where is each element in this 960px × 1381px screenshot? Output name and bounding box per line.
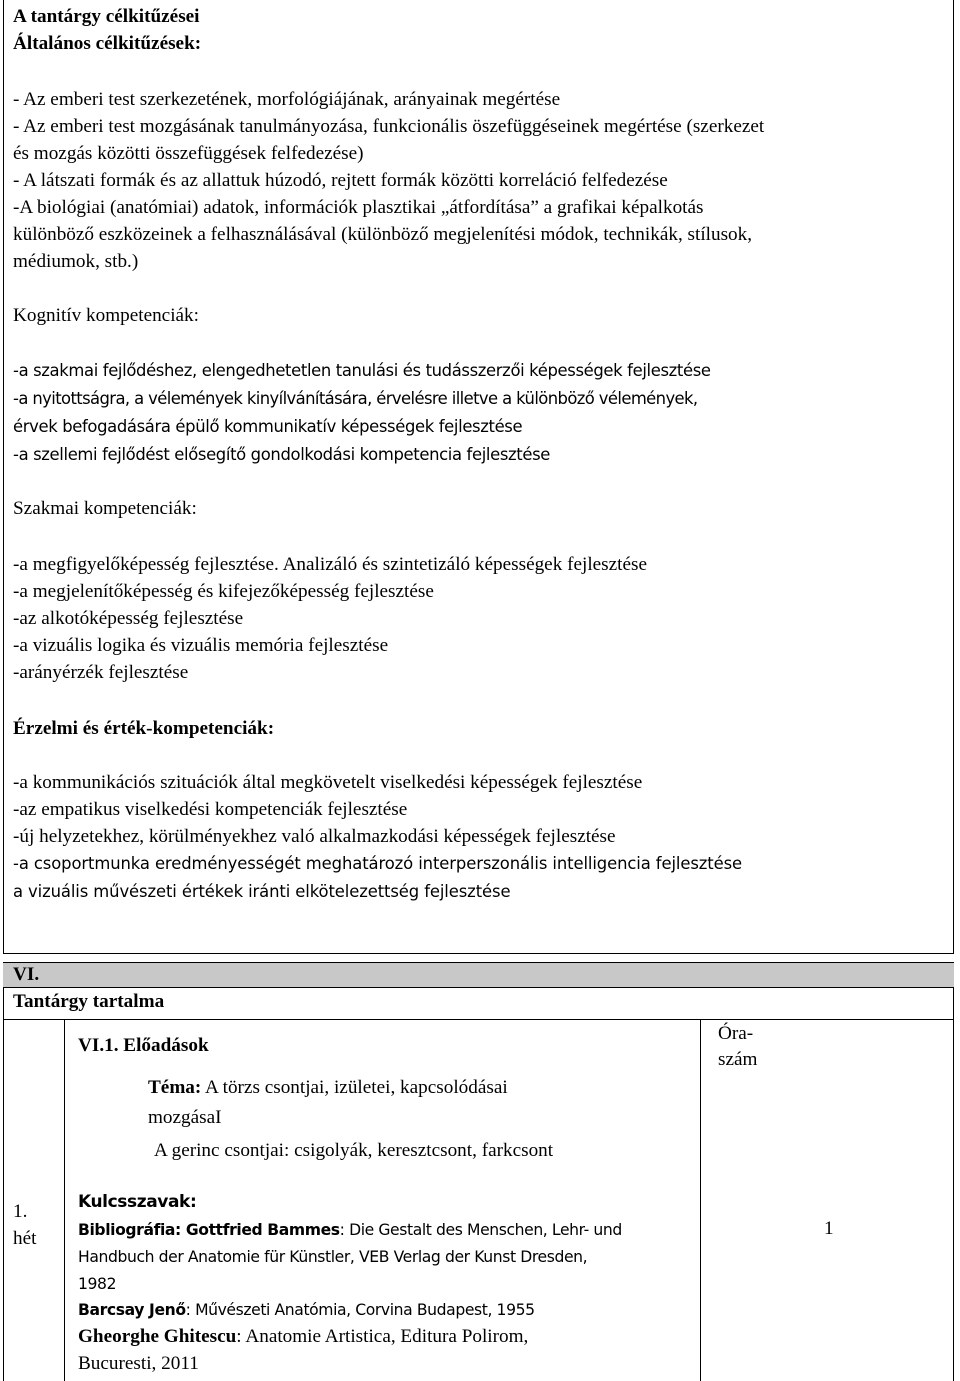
hours-value: 1 — [824, 1218, 834, 1239]
professional-line: -a megfigyelőképesség fejlesztése. Analizáló és szintetizáló képességek fejlesztése — [13, 554, 647, 575]
table-column-divider — [64, 1019, 65, 1381]
section-number-bar — [3, 962, 954, 988]
section-title: A tantárgy célkitűzései — [13, 6, 200, 27]
keywords-label: Kulcsszavak: — [78, 1192, 197, 1212]
professional-line: -a vizuális logika és vizuális memória fejlesztése — [13, 635, 389, 656]
emotional-heading: Érzelmi és érték-kompetenciák: — [13, 718, 275, 739]
ghitescu-label: Gheorghe Ghitescu — [78, 1326, 237, 1347]
bibliography-line: Bucuresti, 2011 — [78, 1353, 199, 1374]
lectures-heading: VI.1. Előadások — [78, 1035, 209, 1056]
hours-header: Óra- — [718, 1023, 754, 1044]
bibliography-line — [78, 1325, 528, 1349]
professional-line: -arányérzék fejlesztése — [13, 662, 189, 683]
general-line: - A látszati formák és az allattuk húzodó, rejtett formák közötti korreláció felfedezése — [13, 170, 668, 191]
general-line: és mozgás közötti összefüggések felfedezése) — [13, 143, 364, 164]
barcsay-label: Barcsay Jenő — [78, 1301, 186, 1319]
topic-text-continuation: mozgásaI — [148, 1107, 222, 1128]
professional-line: -a megjelenítőképesség és kifejezőképesség fejlesztése — [13, 581, 434, 602]
bibliography-label: Bibliográfia: Gottfried Bammes — [78, 1221, 340, 1239]
topic-detail: A gerinc csontjai: csigolyák, keresztcsont, farkcsont — [154, 1140, 554, 1161]
general-line: - Az emberi test mozgásának tanulmányozása, funkcionális öszefüggéseinek megértése (szerkezet — [13, 116, 765, 137]
general-line: - Az emberi test szerkezetének, morfológiájának, arányainak megértése — [13, 89, 561, 110]
hours-header: szám — [718, 1049, 758, 1070]
cognitive-heading: Kognitív kompetenciák: — [13, 305, 199, 326]
emotional-line: -a csoportmunka eredményességét meghatározó interperszonális intelligencia fejlesztése — [13, 854, 743, 873]
section-subtitle: Tantárgy tartalma — [13, 991, 165, 1012]
general-line: különböző eszközeinek a felhasználásával (különböző megjelenítési módok, technikák, stílusok, — [13, 224, 753, 245]
bibliography-line: Handbuch der Anatomie für Künstler, VEB Verlag der Kunst Dresden, — [78, 1248, 588, 1266]
table-top-border — [3, 1019, 954, 1020]
ghitescu-text: : Anatomie Artistica, Editura Polirom, — [236, 1326, 529, 1347]
table-column-divider — [700, 1019, 701, 1381]
bibliography-line — [78, 1298, 535, 1322]
cognitive-line: -a nyitottságra, a vélemények kinyílvánítására, érvelésre illetve a különböző vélemények, — [13, 389, 698, 408]
general-objectives-heading: Általános célkitűzések: — [13, 33, 202, 54]
bibliography-text: : Die Gestalt des Menschen, Lehr- und — [339, 1221, 622, 1239]
emotional-line: -az empatikus viselkedési kompetenciák fejlesztése — [13, 799, 408, 820]
section-number: VI. — [13, 964, 40, 985]
general-line: -A biológiai (anatómiai) adatok, információk plasztikai „átfordítása” a grafikai képalkotás — [13, 197, 704, 218]
professional-heading: Szakmai kompetenciák: — [13, 498, 197, 519]
emotional-line: -új helyzetekhez, körülményekhez való alkalmazkodási képességek fejlesztése — [13, 826, 616, 847]
topic-line — [148, 1076, 508, 1100]
emotional-line: -a kommunikációs szituációk által megkövetelt viselkedési képességek fejlesztése — [13, 772, 643, 793]
professional-line: -az alkotóképesség fejlesztése — [13, 608, 244, 629]
emotional-line: a vizuális művészeti értékek iránti elkötelezettség fejlesztése — [13, 882, 511, 901]
topic-text: A törzs csontjai, izületei, kapcsolódásai — [201, 1077, 508, 1098]
week-number: 1. — [13, 1201, 28, 1222]
week-label: hét — [13, 1228, 37, 1249]
bibliography-line — [78, 1218, 622, 1242]
cognitive-line: érvek befogadására épülő kommunikatív képességek fejlesztése — [13, 417, 523, 436]
bibliography-line: 1982 — [78, 1275, 117, 1293]
cognitive-line: -a szakmai fejlődéshez, elengedhetetlen tanulási és tudásszerzői képességek fejlesztése — [13, 361, 711, 380]
cognitive-line: -a szellemi fejlődést elősegítő gondolkodási kompetencia fejlesztése — [13, 445, 551, 464]
topic-label: Téma: — [148, 1077, 202, 1098]
general-line: médiumok, stb.) — [13, 251, 139, 272]
barcsay-text: : Művészeti Anatómia, Corvina Budapest, 1955 — [185, 1301, 535, 1319]
